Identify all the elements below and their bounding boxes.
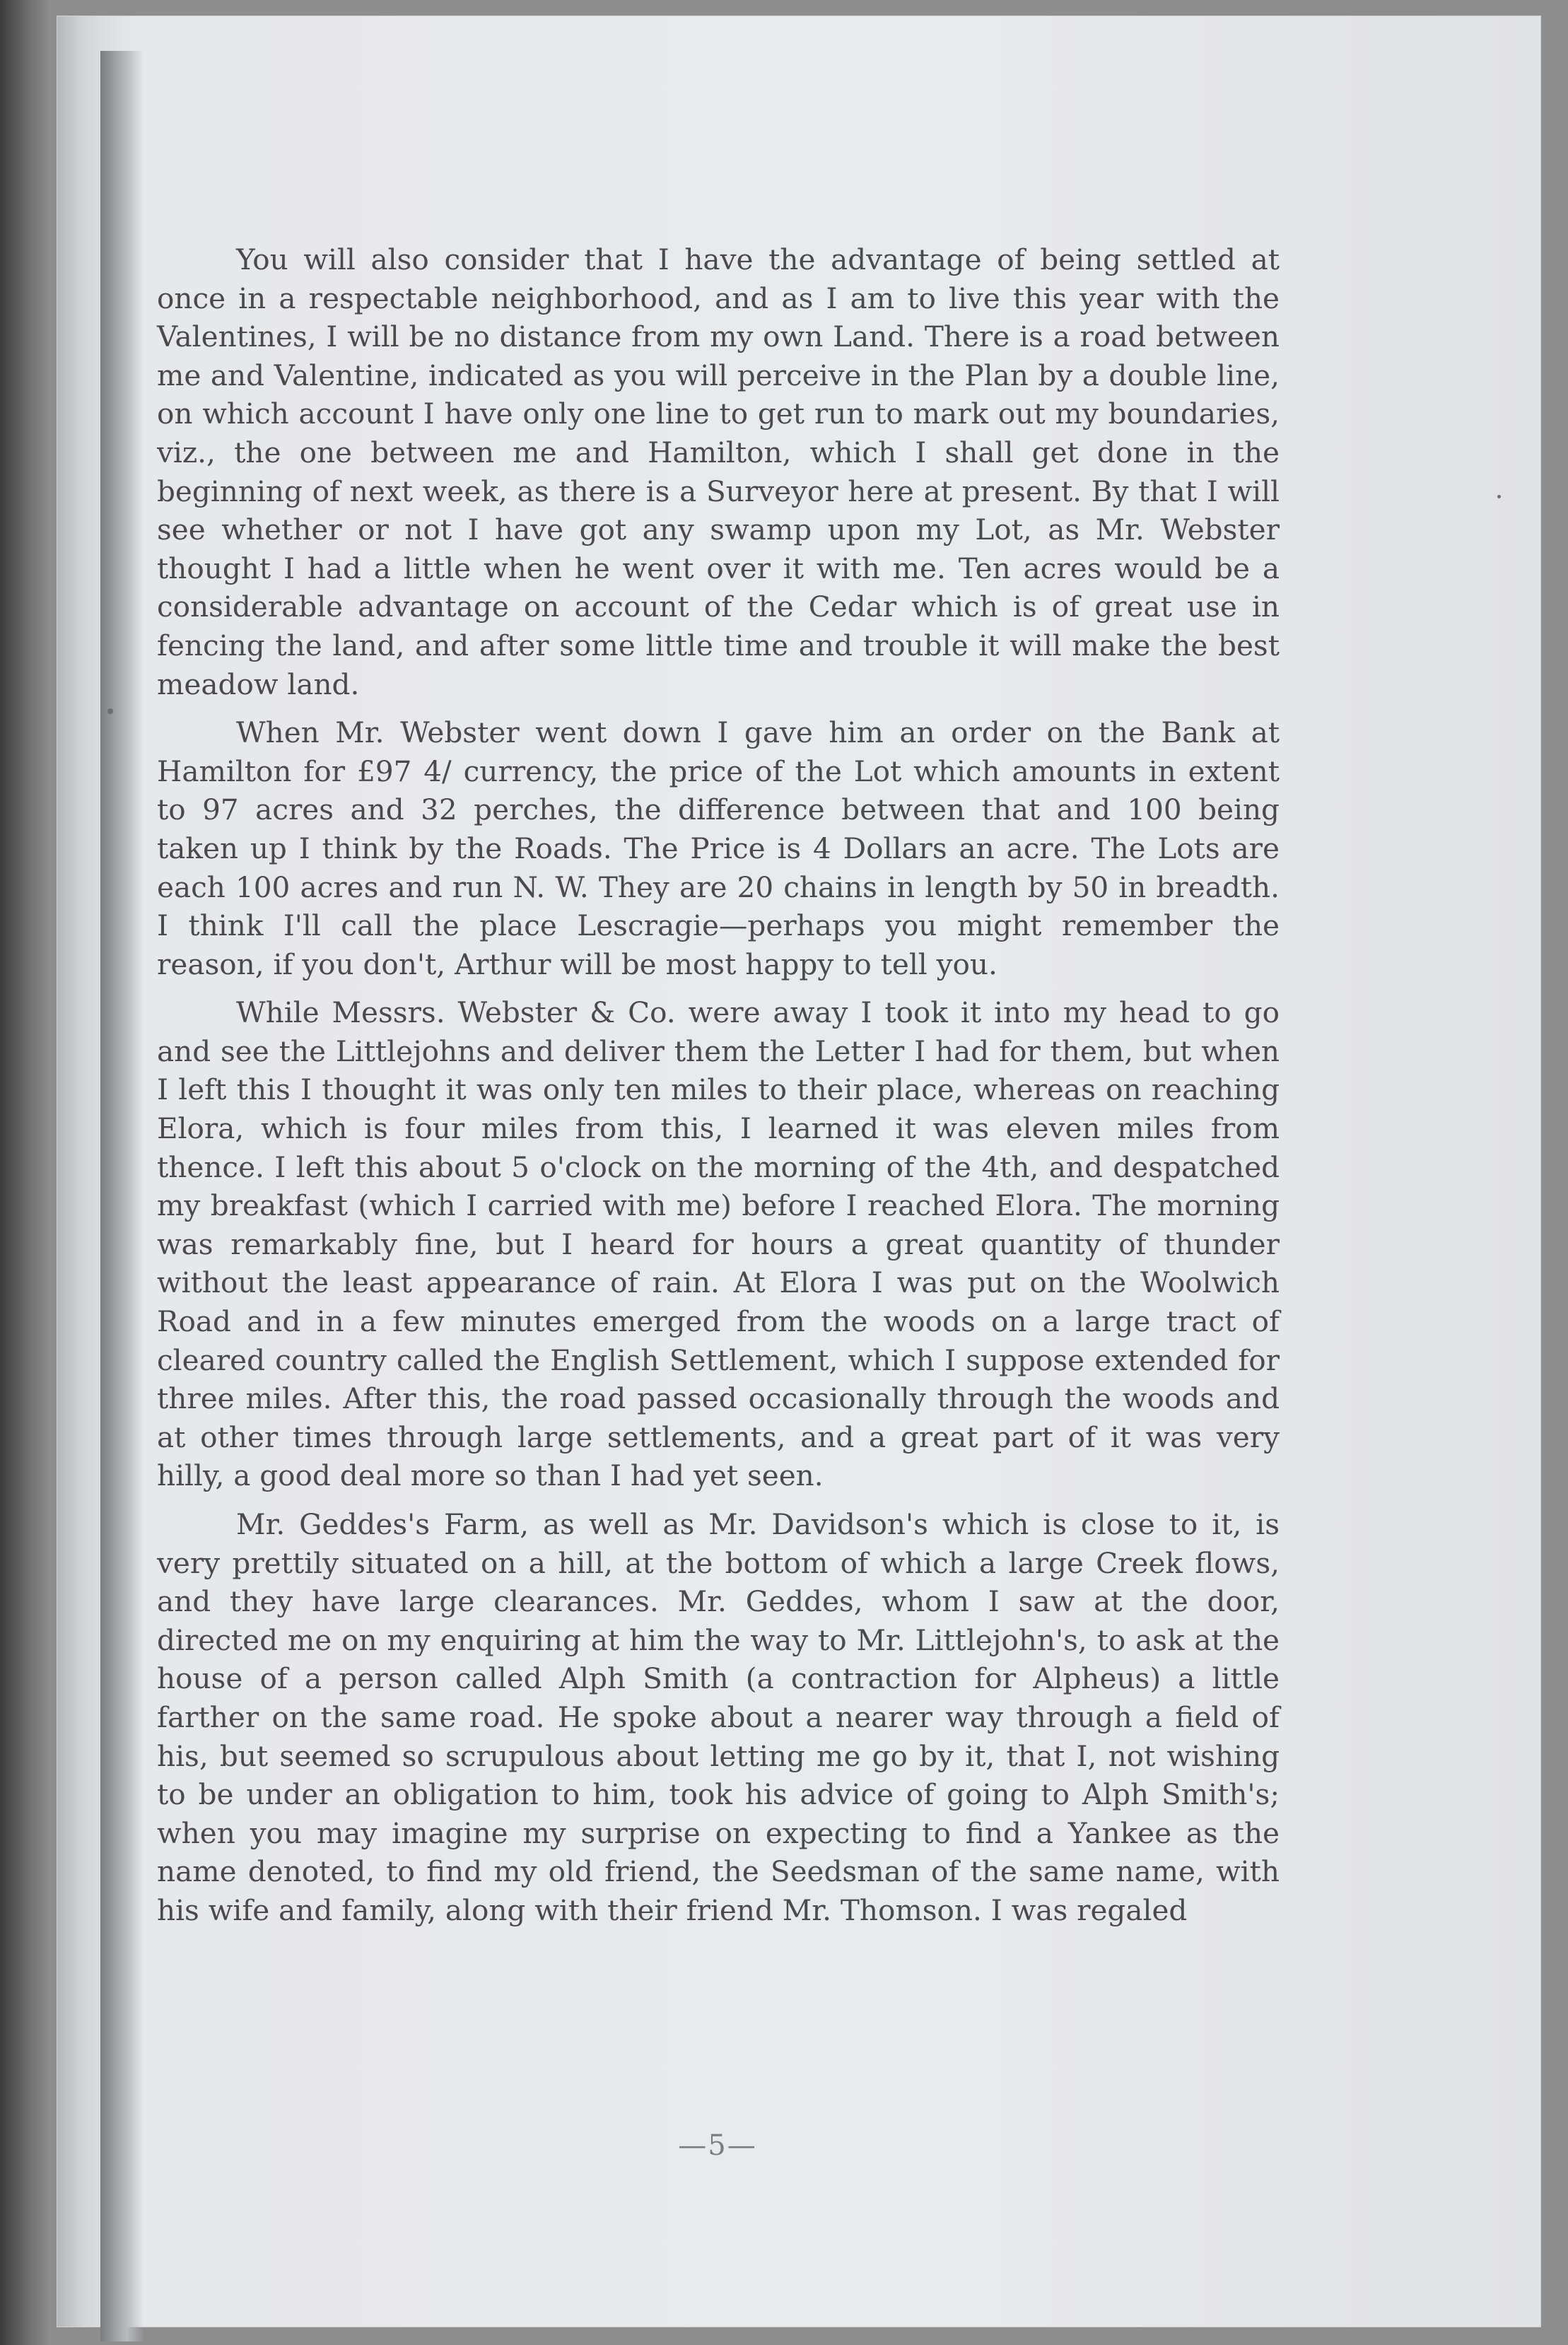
paragraph: You will also consider that I have the advantage of being settled at once in a respectable neighborhood, and as I am to live this year with the Valentines, I will be no distance from my own Land. There is a road between me and Valentine, indicated as you will perceive in the Plan by a double line, on which account I have only one line to get run to mark out my boundaries, viz., the one between me and Hamilton, which I shall get done in the beginning of next week, as there is a Surveyor here at present. By that I will see whether or not I have got any swamp upon my Lot, as Mr. Webster thought I had a little when he went over it with me. Ten acres would be a considerable advantage on account of the Cedar which is of great use in fencing the land, and after some little time and trouble it will make the best meadow land.: [157, 242, 1280, 701]
scan-speck: [1497, 495, 1501, 498]
page-number: —5—: [678, 2129, 757, 2162]
scan-speck: [107, 708, 113, 714]
body-text: [157, 240, 1280, 2107]
paragraph: When Mr. Webster went down I gave him an order on the Bank at Hamilton for £97 4/ currency, the price of the Lot which amounts in extent to 97 acres and 32 perches, the difference between that and 100 being taken up I think by the Roads. The Price is 4 Dollars an acre. The Lots are each 100 acres and run N. W. They are 20 chains in length by 50 in breadth. I think I'll call the place Lescragie—perhaps you might remember the reason, if you don't, Arthur will be most happy to tell you.: [157, 715, 1280, 981]
paragraph: Mr. Geddes's Farm, as well as Mr. Davidson's which is close to it, is very prettily situated on a hill, at the bottom of which a large Creek flows, and they have large clearances. Mr. Geddes, whom I saw at the door, directed me on my enquiring at him the way to Mr. Littlejohn's, to ask at the house of a person called Alph Smith (a contraction for Alpheus) a little farther on the same road. He spoke about a nearer way through a field of his, but seemed so scrupulous about letting me go by it, that I, not wishing to be under an obligation to him, took his advice of going to Alph Smith's; when you may imagine my surprise on expecting to find a Yankee as the name denoted, to find my old friend, the Seedsman of the same name, with his wife and family, along with their friend Mr. Thomson. I was regaled: [157, 1507, 1280, 1927]
page-gutter-shadow: [100, 51, 144, 2341]
paragraph: While Messrs. Webster & Co. were away I took it into my head to go and see the Littlejohns and deliver them the Letter I had for them, but when I left this I thought it was only ten miles to their place, whereas on reaching Elora, which is four miles from this, I learned it was eleven miles from thence. I left this about 5 o'clock on the morning of the 4th, and despatched my breakfast (which I carried with me) before I reached Elora. The morning was remarkably fine, but I heard for hours a great quantity of thunder without the least appearance of rain. At Elora I was put on the Woolwich Road and in a few minutes emerged from the woods on a large tract of cleared country called the English Settlement, which I suppose extended for three miles. After this, the road passed occasionally through the woods and at other times through large settlements, and a great part of it was very hilly, a good deal more so than I had yet seen.: [157, 995, 1280, 1493]
